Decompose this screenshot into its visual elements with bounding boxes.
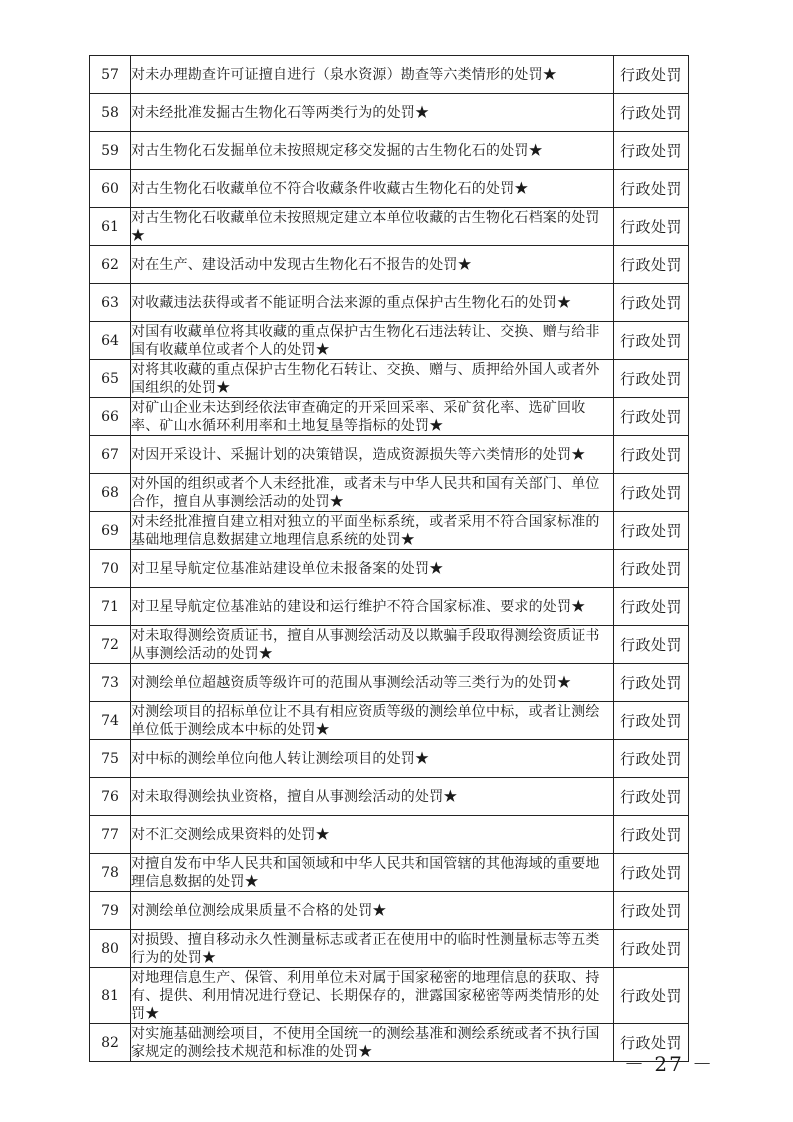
table-row	[90, 56, 689, 94]
items-table	[89, 55, 689, 1062]
row-type: 行政处罚	[614, 968, 689, 1024]
row-number: 75	[90, 740, 131, 778]
row-number: 58	[90, 94, 131, 132]
row-number: 68	[90, 474, 131, 512]
row-number: 59	[90, 132, 131, 170]
table-row	[90, 246, 689, 284]
row-number: 70	[90, 550, 131, 588]
table-row	[90, 94, 689, 132]
row-type: 行政处罚	[614, 94, 689, 132]
table-row	[90, 436, 689, 474]
row-type: 行政处罚	[614, 436, 689, 474]
table-row	[90, 740, 689, 778]
row-type: 行政处罚	[614, 322, 689, 360]
row-number: 66	[90, 398, 131, 436]
row-number: 74	[90, 702, 131, 740]
row-description: 对不汇交测绘成果资料的处罚★	[131, 816, 614, 854]
row-type: 行政处罚	[614, 664, 689, 702]
row-type: 行政处罚	[614, 892, 689, 930]
table-row	[90, 588, 689, 626]
page-number: － 27 －	[624, 1052, 715, 1076]
table-row	[90, 930, 689, 968]
row-description: 对测绘项目的招标单位让不具有相应资质等级的测绘单位中标，或者让测绘单位低于测绘成本中标的处罚★	[131, 702, 614, 740]
row-description: 对矿山企业未达到经依法审查确定的开采回采率、采矿贫化率、选矿回收率、矿山水循环利用率和土地复垦等指标的处罚★	[131, 398, 614, 436]
row-description: 对卫星导航定位基准站建设单位未报备案的处罚★	[131, 550, 614, 588]
row-type: 行政处罚	[614, 740, 689, 778]
row-number: 80	[90, 930, 131, 968]
row-type: 行政处罚	[614, 132, 689, 170]
row-description: 对擅自发布中华人民共和国领域和中华人民共和国管辖的其他海域的重要地理信息数据的处罚★	[131, 854, 614, 892]
row-description: 对古生物化石收藏单位不符合收藏条件收藏古生物化石的处罚★	[131, 170, 614, 208]
row-description: 对外国的组织或者个人未经批准，或者未与中华人民共和国有关部门、单位合作，擅自从事测绘活动的处罚★	[131, 474, 614, 512]
table-row	[90, 474, 689, 512]
table-row	[90, 208, 689, 246]
row-type: 行政处罚	[614, 588, 689, 626]
table-row	[90, 1024, 689, 1062]
row-type: 行政处罚	[614, 474, 689, 512]
row-number: 78	[90, 854, 131, 892]
row-description: 对在生产、建设活动中发现古生物化石不报告的处罚★	[131, 246, 614, 284]
row-description: 对未办理勘查许可证擅自进行（泉水资源）勘查等六类情形的处罚★	[131, 56, 614, 94]
row-type: 行政处罚	[614, 56, 689, 94]
row-number: 82	[90, 1024, 131, 1062]
row-type: 行政处罚	[614, 360, 689, 398]
table-row	[90, 778, 689, 816]
row-description: 对未取得测绘资质证书，擅自从事测绘活动及以欺骗手段取得测绘资质证书从事测绘活动的处罚★	[131, 626, 614, 664]
row-description: 对中标的测绘单位向他人转让测绘项目的处罚★	[131, 740, 614, 778]
row-number: 71	[90, 588, 131, 626]
row-type: 行政处罚	[614, 284, 689, 322]
row-description: 对因开采设计、采掘计划的决策错误，造成资源损失等六类情形的处罚★	[131, 436, 614, 474]
row-type: 行政处罚	[614, 816, 689, 854]
row-description: 对收藏违法获得或者不能证明合法来源的重点保护古生物化石的处罚★	[131, 284, 614, 322]
row-type: 行政处罚	[614, 512, 689, 550]
row-number: 72	[90, 626, 131, 664]
row-type: 行政处罚	[614, 930, 689, 968]
row-description: 对未经批准擅自建立相对独立的平面坐标系统，或者采用不符合国家标准的基础地理信息数据建立地理信息系统的处罚★	[131, 512, 614, 550]
table-row	[90, 170, 689, 208]
row-number: 67	[90, 436, 131, 474]
row-number: 69	[90, 512, 131, 550]
row-description: 对实施基础测绘项目，不使用全国统一的测绘基准和测绘系统或者不执行国家规定的测绘技术规范和标准的处罚★	[131, 1024, 614, 1062]
row-description: 对测绘单位超越资质等级许可的范围从事测绘活动等三类行为的处罚★	[131, 664, 614, 702]
row-number: 79	[90, 892, 131, 930]
row-description: 对国有收藏单位将其收藏的重点保护古生物化石违法转让、交换、赠与给非国有收藏单位或者个人的处罚★	[131, 322, 614, 360]
table-row	[90, 702, 689, 740]
row-description: 对测绘单位测绘成果质量不合格的处罚★	[131, 892, 614, 930]
table-row	[90, 322, 689, 360]
table-row	[90, 284, 689, 322]
table-row	[90, 664, 689, 702]
row-number: 60	[90, 170, 131, 208]
table-row	[90, 360, 689, 398]
table-row	[90, 550, 689, 588]
row-number: 64	[90, 322, 131, 360]
row-type: 行政处罚	[614, 702, 689, 740]
row-number: 76	[90, 778, 131, 816]
row-description: 对将其收藏的重点保护古生物化石转让、交换、赠与、质押给外国人或者外国组织的处罚★	[131, 360, 614, 398]
row-number: 77	[90, 816, 131, 854]
row-description: 对损毁、擅自移动永久性测量标志或者正在使用中的临时性测量标志等五类行为的处罚★	[131, 930, 614, 968]
table-row	[90, 968, 689, 1024]
table-row	[90, 512, 689, 550]
row-number: 65	[90, 360, 131, 398]
row-number: 61	[90, 208, 131, 246]
row-type: 行政处罚	[614, 626, 689, 664]
table-row	[90, 398, 689, 436]
table-row	[90, 626, 689, 664]
row-number: 63	[90, 284, 131, 322]
table-row	[90, 854, 689, 892]
row-number: 73	[90, 664, 131, 702]
row-type: 行政处罚	[614, 208, 689, 246]
table-row	[90, 132, 689, 170]
row-description: 对卫星导航定位基准站的建设和运行维护不符合国家标准、要求的处罚★	[131, 588, 614, 626]
row-number: 81	[90, 968, 131, 1024]
row-number: 57	[90, 56, 131, 94]
row-type: 行政处罚	[614, 550, 689, 588]
table-row	[90, 892, 689, 930]
table-row	[90, 816, 689, 854]
row-type: 行政处罚	[614, 854, 689, 892]
row-type: 行政处罚	[614, 170, 689, 208]
row-type: 行政处罚	[614, 778, 689, 816]
row-description: 对古生物化石收藏单位未按照规定建立本单位收藏的古生物化石档案的处罚★	[131, 208, 614, 246]
row-type: 行政处罚	[614, 398, 689, 436]
row-type: 行政处罚	[614, 1024, 689, 1062]
row-type: 行政处罚	[614, 246, 689, 284]
row-number: 62	[90, 246, 131, 284]
row-description: 对古生物化石发掘单位未按照规定移交发掘的古生物化石的处罚★	[131, 132, 614, 170]
row-description: 对未经批准发掘古生物化石等两类行为的处罚★	[131, 94, 614, 132]
row-description: 对地理信息生产、保管、利用单位未对属于国家秘密的地理信息的获取、持有、提供、利用情况进行登记、长期保存的，泄露国家秘密等两类情形的处罚★	[131, 968, 614, 1024]
row-description: 对未取得测绘执业资格，擅自从事测绘活动的处罚★	[131, 778, 614, 816]
